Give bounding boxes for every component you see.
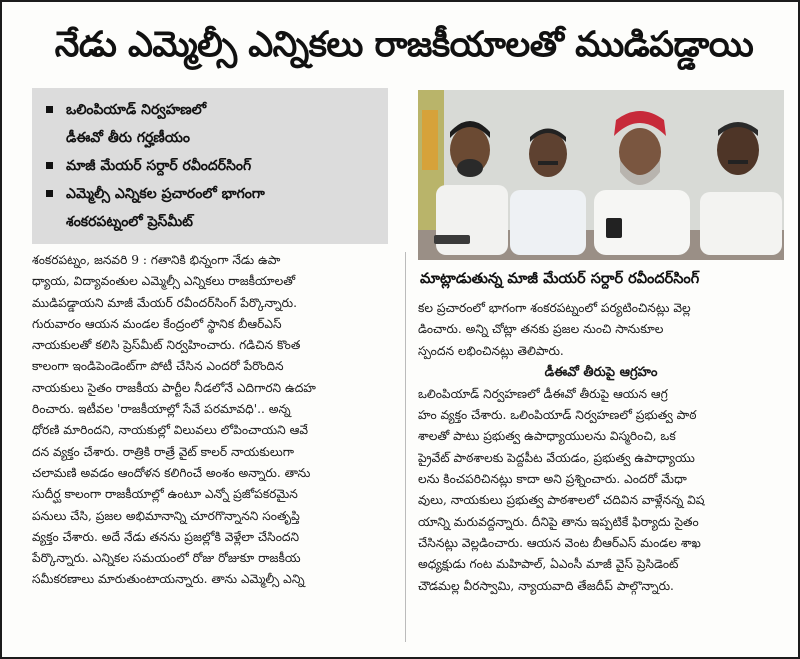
highlight-item-continued <box>66 210 378 234</box>
article-line: ప్రైవేట్ పాఠశాలకు పెద్దపీట వేయడం, ప్రభుత్వ ఉపాధ్యాయు <box>418 450 695 465</box>
article-line: చేసినట్లు వెల్లడించారు. ఆయన వెంట బీఆర్ఎస్ మండల శాఖ <box>418 535 701 550</box>
article-left-column <box>32 250 394 591</box>
article-line: యాన్ని మరువద్దన్నారు. దీనిపై తాను ఇప్పటికే ఫిర్యాదు సైతం <box>418 514 699 529</box>
article-line: ఒలింపియాడ్ నిర్వహణలో డీఈవో తీరుపై ఆయన ఆగ్ర <box>418 386 668 401</box>
article-line: సమీకరణాలు మారుతుంటాయన్నారు. తాను ఎమ్మెల్సీ ఎన్ని <box>32 572 305 587</box>
highlight-text: మాజీ మేయర్ సర్దార్ రవీందర్‌సింగ్ <box>66 158 252 174</box>
article-line: లను కించపరిచినట్లు కాదా అని ప్రశ్నించారు. ఎందరో మేధా <box>418 472 687 487</box>
bullet-icon <box>46 162 53 169</box>
article-line: ధ్యాయ, విద్యావంతుల ఎమ్మెల్సీ ఎన్నికలు రాజకీయాలతో <box>32 274 296 289</box>
highlight-item <box>66 98 378 122</box>
article-line: సుదీర్ఘ కాలంగా రాజకీయాల్లో ఉంటూ ఎన్నో ప్రజోపకరమైన <box>32 487 298 502</box>
article-line: కాలంగా ఇండిపెండెంట్‌గా పోటీ చేసిన ఎందరో పేరొందిన <box>32 359 284 374</box>
article-line: హం వ్యక్తం చేశారు. ఒలింపియాడ్ నిర్వహణలో ప్రభుత్వ పాఠ <box>418 408 697 423</box>
column-divider <box>405 252 406 642</box>
highlight-item <box>66 154 378 178</box>
subheading: డీఈవో తీరుపై ఆగ్రహం <box>544 364 658 380</box>
article-line: వ్యక్తం చేశారు. అదే నేడు తనను ప్రజల్లోకి వెళ్లేలా చేసిందని <box>32 529 300 544</box>
article-line: చౌడమల్ల వీరస్వామి, న్యాయవాది తేజదీప్ పాల్గొన్నారు. <box>418 578 674 593</box>
article-line: ముడిపడ్డాయని మాజీ మేయర్ రవీందర్‌సింగ్ పేర్కొన్నారు. <box>32 295 297 310</box>
headline: నేడు ఎమ్మెల్సీ ఎన్నికలు రాజకీయాలతో ముడిపడ్డాయి <box>54 25 754 65</box>
highlight-text: ఎమ్మెల్సీ ఎన్నికల ప్రచారంలో భాగంగా <box>66 186 265 202</box>
article-line: శంకరపట్నం, జనవరి 9 : గతానికి భిన్నంగా నేడు ఉపా <box>32 253 281 267</box>
article-line: నాయకులతో కలిసి ప్రెస్‌మీట్ నిర్వహించారు. గడిచిన కొంత <box>32 338 301 353</box>
article-line: పనులు చేసి, ప్రజల అభిమానాన్ని చూరగొన్నానని సంతృప్తి <box>32 508 300 523</box>
article-line: వులు, నాయకులు ప్రభుత్వ పాఠశాలలో చదివిన వాళ్లేనన్న విష <box>418 493 705 508</box>
photo-caption: మాట్లాడుతున్న మాజీ మేయర్ సర్దార్ రవీందర్‌సింగ్ <box>420 271 700 287</box>
article-line: అధ్యక్షుడు గంట మహిపాల్, ఏఎంసీ మాజీ వైస్ ప్రెసిడెంట్ <box>418 557 679 572</box>
article-line: డించారు. అన్ని చోట్లా తనకు ప్రజల నుంచి సానుకూల <box>418 322 664 337</box>
highlight-text: డీఈవో తీరు గర్హణీయం <box>66 130 190 146</box>
article-line: శాలతో పాటు ప్రభుత్వ ఉపాధ్యాయులను విస్మరించి, ఒక <box>418 429 676 444</box>
article-line: నాయకులు సైతం రాజకీయ పార్టీల నీడలోనే ఎదిగారని ఉదహ <box>32 380 316 395</box>
bullet-icon <box>46 106 53 113</box>
article-right-column <box>418 298 784 597</box>
highlight-item <box>66 182 378 206</box>
highlight-text: శంకరపట్నంలో ప్రెస్‌మీట్ <box>66 214 193 230</box>
article-line: దన వ్యక్తం చేశారు. రాత్రికి రాత్రే వైట్ కాలర్ నాయకులుగా <box>32 444 294 459</box>
highlights-box <box>32 88 388 244</box>
article-line: స్పందన లభించినట్లు తెలిపారు. <box>418 343 564 358</box>
highlight-item-continued <box>66 126 378 150</box>
article-line: గురువారం ఆయన మండల కేంద్రంలో స్థానిక బీఆర్ఎస్ <box>32 316 282 331</box>
article-line: చలామణి అవడం ఆందోళన కలిగించే అంశం అన్నారు. తాను <box>32 465 311 480</box>
article-line: ధోరణి మారిందని, నాయకుల్లో విలువలు లోపించాయని ఆవే <box>32 423 308 438</box>
article-line: రించారు. ఇటీవల 'రాజకీయాల్లో సేవే పరమావధి'.. అన్న <box>32 402 291 417</box>
press-meet-photo <box>418 90 784 260</box>
article-line: కల ప్రచారంలో భాగంగా శంకరపట్నంలో పర్యటించినట్లు వెల్ల <box>418 301 691 315</box>
article-line: పేర్కొన్నారు. ఎన్నికల సమయంలో రోజు రోజుకూ రాజకీయ <box>32 551 301 566</box>
highlight-text: ఒలింపియాడ్ నిర్వహణలో <box>66 102 207 118</box>
bullet-icon <box>46 190 53 197</box>
